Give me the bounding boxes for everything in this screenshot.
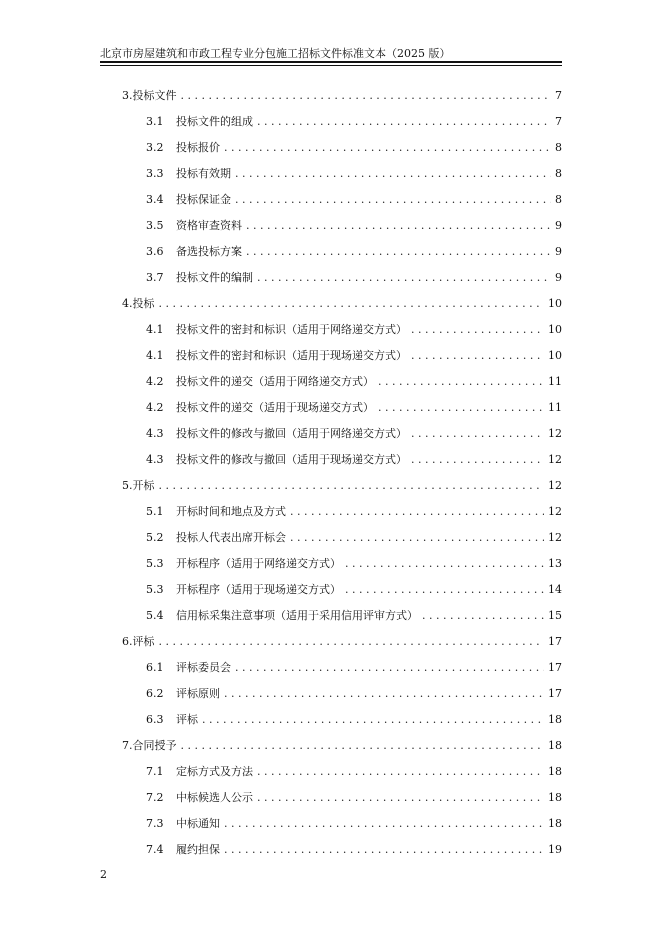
toc-entry[interactable] <box>146 840 562 858</box>
toc-entry[interactable] <box>146 424 562 442</box>
toc-entry-number: 3.7 <box>146 270 164 284</box>
dot-leader <box>290 531 544 544</box>
toc-entry-number: 3.5 <box>146 218 164 232</box>
toc-entry-number: 3.2 <box>146 140 164 154</box>
dot-leader <box>257 791 544 804</box>
toc-entry-number: 5.2 <box>146 530 164 544</box>
toc-entry-number: 7.4 <box>146 842 164 856</box>
toc-entry[interactable] <box>122 294 562 312</box>
toc-entry[interactable] <box>146 814 562 832</box>
page-number: 2 <box>100 868 107 881</box>
dot-leader <box>202 713 544 726</box>
toc-entry[interactable] <box>146 788 562 806</box>
toc-entry-number: 4.2 <box>146 400 164 414</box>
dot-leader <box>257 115 551 128</box>
toc-entry-page: 7 <box>555 88 562 102</box>
toc-entry-number: 3. <box>122 88 133 102</box>
dot-leader <box>257 765 544 778</box>
toc-entry[interactable] <box>146 684 562 702</box>
toc-entry-page: 12 <box>548 452 562 466</box>
toc-entry-page: 8 <box>555 166 562 180</box>
toc-entry-page: 9 <box>555 244 562 258</box>
toc-entry[interactable] <box>146 606 562 624</box>
dot-leader <box>378 401 544 414</box>
toc-entry-page: 12 <box>548 504 562 518</box>
toc-entry[interactable] <box>146 450 562 468</box>
toc-entry-number: 6.3 <box>146 712 164 726</box>
toc-entry-title: 开标程序（适用于现场递交方式） <box>176 583 341 596</box>
toc-entry-number: 5.3 <box>146 582 164 596</box>
header-rule-thin <box>100 65 562 66</box>
toc-entry-title: 投标报价 <box>176 141 220 154</box>
toc-entry[interactable] <box>146 710 562 728</box>
toc-entry-title: 开标 <box>132 479 155 492</box>
toc-entry-number: 5.3 <box>146 556 164 570</box>
toc-entry-page: 13 <box>548 556 562 570</box>
dot-leader <box>345 557 544 570</box>
toc-entry-number: 6. <box>122 634 133 648</box>
toc-entry[interactable] <box>146 554 562 572</box>
toc-entry-title: 投标文件的递交（适用于网络递交方式） <box>176 375 374 388</box>
toc-entry-page: 14 <box>548 582 562 596</box>
toc-entry-page: 10 <box>548 322 562 336</box>
toc-entry-title: 投标有效期 <box>176 167 231 180</box>
toc-entry-title: 投标人代表出席开标会 <box>176 531 286 544</box>
toc-entry-title: 履约担保 <box>176 843 220 856</box>
dot-leader <box>159 479 545 492</box>
toc-entry-page: 18 <box>548 764 562 778</box>
toc-entry-number: 4. <box>122 296 133 310</box>
dot-leader <box>411 427 544 440</box>
toc-entry-page: 17 <box>548 686 562 700</box>
dot-leader <box>411 349 544 362</box>
dot-leader <box>224 687 544 700</box>
dot-leader <box>290 505 544 518</box>
toc-entry[interactable] <box>146 502 562 520</box>
dot-leader <box>224 843 544 856</box>
toc-entry-page: 15 <box>548 608 562 622</box>
toc-entry-title: 中标通知 <box>176 817 220 830</box>
toc-entry[interactable] <box>122 632 562 650</box>
toc-entry-page: 9 <box>555 218 562 232</box>
dot-leader <box>257 271 551 284</box>
toc-entry-title: 备选投标方案 <box>176 245 242 258</box>
toc-entry-number: 7.3 <box>146 816 164 830</box>
toc-entry[interactable] <box>146 164 562 182</box>
toc-entry-number: 3.1 <box>146 114 164 128</box>
toc-entry-number: 3.3 <box>146 166 164 180</box>
toc-entry-title: 投标文件的密封和标识（适用于网络递交方式） <box>176 323 407 336</box>
toc-entry-page: 12 <box>548 530 562 544</box>
toc-entry[interactable] <box>146 190 562 208</box>
toc-entry-number: 4.1 <box>146 322 164 336</box>
toc-entry-title: 信用标采集注意事项（适用于采用信用评审方式） <box>176 609 418 622</box>
toc-entry-number: 7. <box>122 738 133 752</box>
toc-entry-title: 投标 <box>132 297 155 310</box>
toc-entry-number: 4.1 <box>146 348 164 362</box>
toc-entry-title: 资格审查资料 <box>176 219 242 232</box>
toc-entry-title: 评标委员会 <box>176 661 231 674</box>
toc-entry-page: 18 <box>548 816 562 830</box>
dot-leader <box>224 141 551 154</box>
toc-entry-page: 11 <box>548 374 562 388</box>
dot-leader <box>411 453 544 466</box>
toc-entry-page: 7 <box>555 114 562 128</box>
toc-entry-page: 8 <box>555 192 562 206</box>
dot-leader <box>235 661 544 674</box>
dot-leader <box>224 817 544 830</box>
toc-entry[interactable] <box>122 736 562 754</box>
toc-entry-title: 投标文件的递交（适用于现场递交方式） <box>176 401 374 414</box>
dot-leader <box>345 583 544 596</box>
toc-entry-title: 合同授予 <box>132 739 177 752</box>
toc-entry[interactable] <box>146 268 562 286</box>
toc-entry-title: 投标文件的组成 <box>176 115 253 128</box>
toc-entry-number: 5.4 <box>146 608 164 622</box>
toc-entry-number: 4.2 <box>146 374 164 388</box>
dot-leader <box>378 375 544 388</box>
toc-entry-page: 12 <box>548 478 562 492</box>
toc-entry-page: 17 <box>548 634 562 648</box>
toc-entry[interactable] <box>146 346 562 364</box>
toc-entry[interactable] <box>146 762 562 780</box>
toc-entry-title: 中标候选人公示 <box>176 791 253 804</box>
toc-entry[interactable] <box>146 242 562 260</box>
toc-entry-number: 6.2 <box>146 686 164 700</box>
dot-leader <box>159 635 545 648</box>
toc-entry-page: 19 <box>548 842 562 856</box>
toc-entry[interactable] <box>146 398 562 416</box>
toc-entry[interactable] <box>122 86 562 104</box>
dot-leader <box>246 219 551 232</box>
dot-leader <box>246 245 551 258</box>
toc-entry[interactable] <box>146 372 562 390</box>
toc-entry[interactable] <box>122 476 562 494</box>
toc-entry[interactable] <box>146 528 562 546</box>
toc-entry[interactable] <box>146 216 562 234</box>
toc-entry-page: 10 <box>548 348 562 362</box>
toc-entry-title: 投标文件的修改与撤回（适用于网络递交方式） <box>176 427 407 440</box>
toc-entry-page: 18 <box>548 712 562 726</box>
toc-entry[interactable] <box>146 320 562 338</box>
dot-leader <box>235 193 551 206</box>
toc-entry-page: 18 <box>548 738 562 752</box>
toc-entry-title: 开标程序（适用于网络递交方式） <box>176 557 341 570</box>
toc-entry-page: 8 <box>555 140 562 154</box>
toc-entry-page: 11 <box>548 400 562 414</box>
dot-leader <box>159 297 545 310</box>
toc-entry-page: 9 <box>555 270 562 284</box>
toc-entry[interactable] <box>146 580 562 598</box>
running-header: 北京市房屋建筑和市政工程专业分包施工招标文件标准文本（2025 版） <box>100 47 451 60</box>
toc-entry-title: 投标文件的编制 <box>176 271 253 284</box>
toc-entry-title: 投标文件 <box>132 89 177 102</box>
toc-entry-page: 10 <box>548 296 562 310</box>
toc-entry-number: 5. <box>122 478 133 492</box>
dot-leader <box>181 89 552 102</box>
toc-entry-page: 17 <box>548 660 562 674</box>
toc-entry[interactable] <box>146 138 562 156</box>
toc-entry-title: 投标保证金 <box>176 193 231 206</box>
toc-entry-number: 6.1 <box>146 660 164 674</box>
toc-entry-page: 18 <box>548 790 562 804</box>
toc-entry-number: 3.6 <box>146 244 164 258</box>
toc-entry-title: 评标 <box>132 635 155 648</box>
header-rule <box>100 61 562 63</box>
toc-entry-title: 定标方式及方法 <box>176 765 253 778</box>
dot-leader <box>235 167 551 180</box>
toc-entry-title: 投标文件的修改与撤回（适用于现场递交方式） <box>176 453 407 466</box>
dot-leader <box>181 739 545 752</box>
toc-entry-number: 7.1 <box>146 764 164 778</box>
toc-entry-title: 评标 <box>176 713 198 726</box>
toc-entry-number: 7.2 <box>146 790 164 804</box>
toc-entry-number: 3.4 <box>146 192 164 206</box>
toc-entry[interactable] <box>146 112 562 130</box>
toc-entry-number: 4.3 <box>146 426 164 440</box>
toc-entry-title: 评标原则 <box>176 687 220 700</box>
toc-entry[interactable] <box>146 658 562 676</box>
dot-leader <box>411 323 544 336</box>
toc-entry-number: 4.3 <box>146 452 164 466</box>
toc-entry-page: 12 <box>548 426 562 440</box>
toc-entry-number: 5.1 <box>146 504 164 518</box>
toc-entry-title: 投标文件的密封和标识（适用于现场递交方式） <box>176 349 407 362</box>
toc-entry-title: 开标时间和地点及方式 <box>176 505 286 518</box>
dot-leader <box>422 609 544 622</box>
